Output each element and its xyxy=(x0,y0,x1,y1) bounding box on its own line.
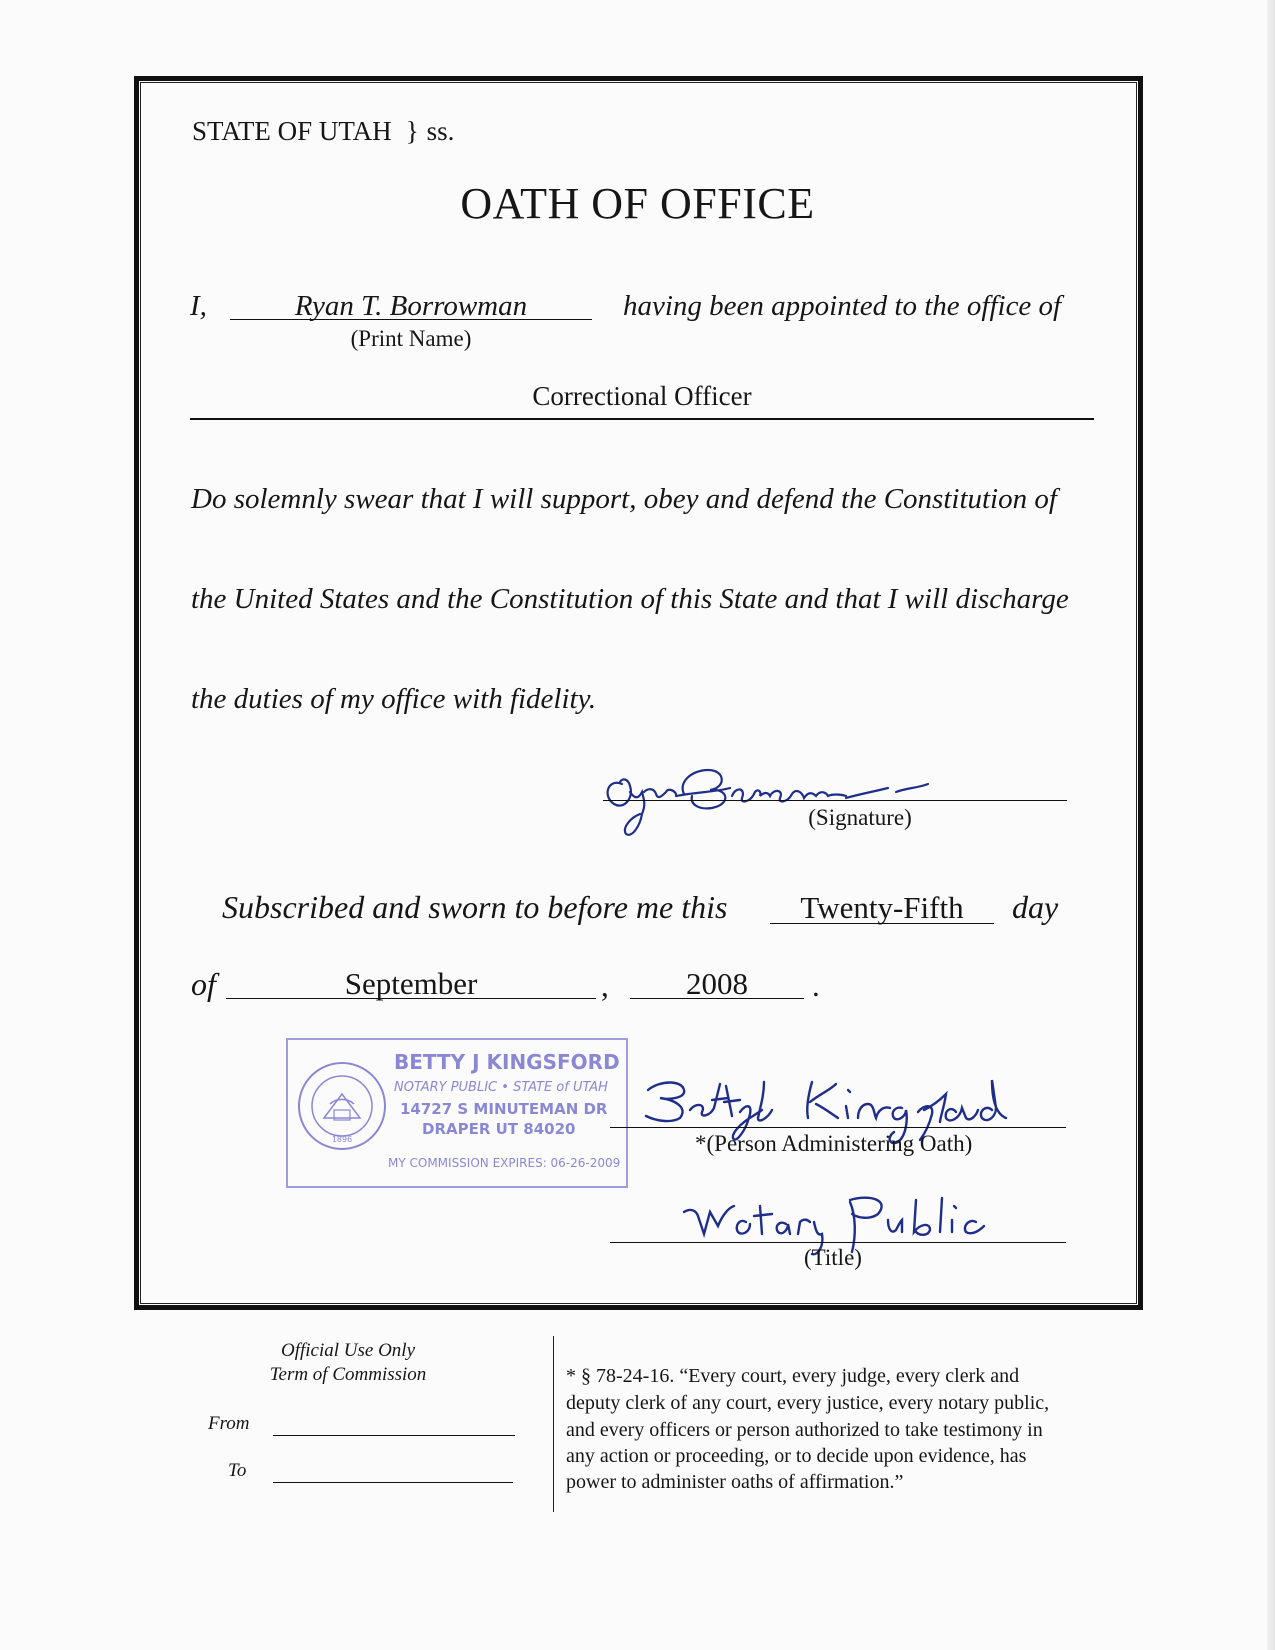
statute-line-4: any action or proceeding, or to decide upon evidence, has xyxy=(566,1445,1027,1467)
sworn-year-value: 2008 xyxy=(686,966,748,1001)
venue-ss: ss. xyxy=(426,116,455,146)
sworn-day-value: Twenty-Fifth xyxy=(800,890,964,925)
state-seal-icon xyxy=(296,1060,388,1152)
sworn-comma: , xyxy=(601,968,609,1003)
sworn-month-value: September xyxy=(344,966,478,1001)
print-name-line xyxy=(230,319,592,320)
notary-stamp xyxy=(286,1038,628,1188)
from-label: From xyxy=(208,1413,250,1434)
oath-line-1: Do solemnly swear that I will support, obey and defend the Constitution of xyxy=(191,483,1057,515)
appointment-prefix: I, xyxy=(190,290,207,322)
title-label: (Title) xyxy=(804,1245,862,1270)
appointed-text: having been appointed to the office of xyxy=(623,290,1062,322)
title-line xyxy=(610,1242,1066,1243)
stamp-address: 14727 S MINUTEMAN DR xyxy=(400,1100,608,1118)
sworn-year-line xyxy=(630,998,804,999)
administering-line xyxy=(610,1127,1066,1128)
sworn-month-line xyxy=(226,998,596,999)
sworn-day-word: day xyxy=(1012,889,1059,925)
sworn-text: Subscribed and sworn to before me this xyxy=(222,889,728,925)
state-name: STATE OF UTAH xyxy=(192,116,392,146)
sworn-period: . xyxy=(812,968,820,1003)
statute-line-3: and every officers or person authorized to take testimony in xyxy=(566,1419,1043,1441)
sworn-day-line xyxy=(770,923,994,924)
stamp-city: DRAPER UT 84020 xyxy=(422,1120,576,1138)
to-label: To xyxy=(228,1460,247,1481)
print-name-label: (Print Name) xyxy=(350,326,472,351)
venue-brace: } xyxy=(405,116,419,146)
signature-line xyxy=(603,800,1067,801)
stamp-expiration: MY COMMISSION EXPIRES: 06-26-2009 xyxy=(388,1156,621,1170)
sworn-of-word: of xyxy=(191,966,216,1002)
official-use-heading: Official Use Only xyxy=(280,1340,416,1361)
scan-edge xyxy=(1267,0,1275,1650)
statute-line-1: * § 78-24-16. “Every court, every judge, every clerk and xyxy=(566,1365,1020,1387)
stamp-notary-title: NOTARY PUBLIC • STATE of UTAH xyxy=(394,1080,608,1095)
print-name-value: Ryan T. Borrowman xyxy=(294,290,528,322)
term-of-commission-heading: Term of Commission xyxy=(269,1364,427,1385)
statute-line-2: deputy clerk of any court, every justice, every notary public, xyxy=(566,1392,1050,1414)
oath-line-3: the duties of my office with fidelity. xyxy=(191,683,597,715)
administering-label: *(Person Administering Oath) xyxy=(695,1131,973,1156)
stamp-notary-name: BETTY J KINGSFORD xyxy=(394,1050,620,1074)
statute-line-5: power to administer oaths of affirmation.” xyxy=(566,1471,904,1493)
signature-label: (Signature) xyxy=(808,805,912,830)
to-line[interactable] xyxy=(273,1482,513,1483)
section-divider xyxy=(553,1336,554,1512)
office-line xyxy=(190,418,1094,420)
oath-line-2: the United States and the Constitution of this State and that I will discharge xyxy=(191,583,1069,615)
from-line[interactable] xyxy=(273,1435,515,1436)
svg-text:1896: 1896 xyxy=(331,1135,353,1144)
office-value: Correctional Officer xyxy=(532,381,752,411)
document-title: OATH OF OFFICE xyxy=(460,179,815,228)
venue-line xyxy=(192,116,454,147)
